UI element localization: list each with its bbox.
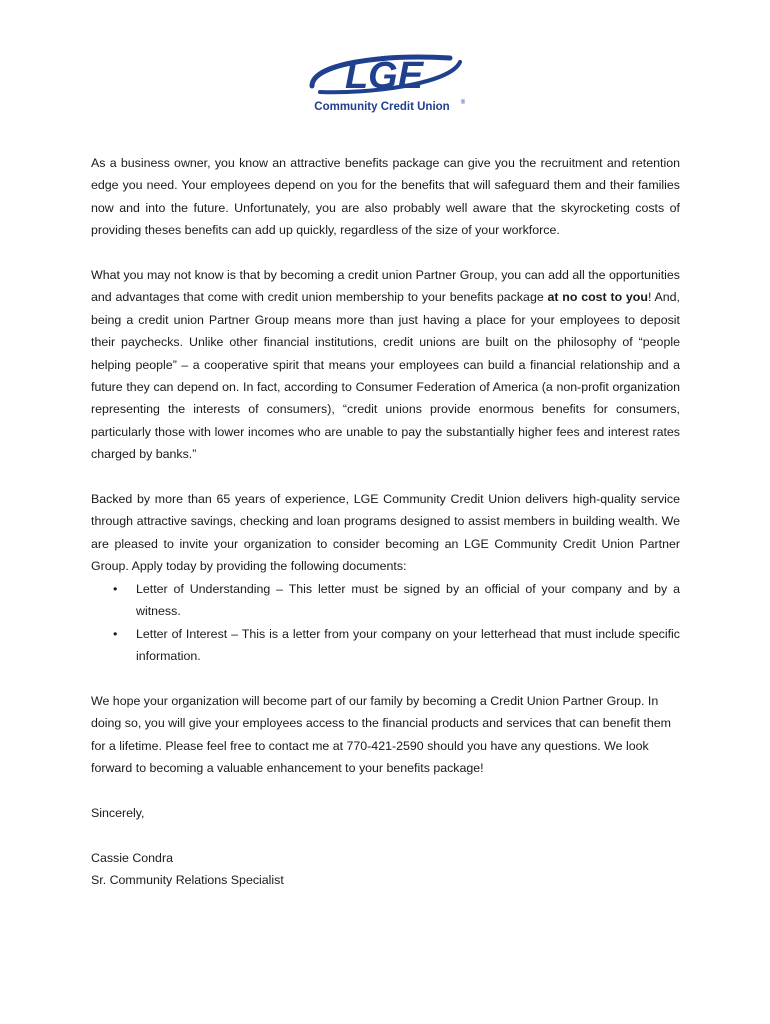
bullet-icon: • [113,626,118,641]
paragraph-partner-group-part2: ! And, being a credit union Partner Group means more than just having a place for your employees to deposit their paychecks. Unlike other financial institutions, credit unions are built on the philosophy of “people helping people” – a cooperative spirit that means your employees can build a financial relationship and a future they can depend on. In fact, according to Consumer Federation of America (a non-profit organization representing the interests of consumers), “credit unions provide enormous benefits for consumers, particularly those with lower incomes who are unable to pay the substantially higher fees and interest rates charged by banks.” [91,290,680,462]
paragraph-partner-group-part1: What you may not know is that by becoming a credit union Partner Group, you can add all the opportunities and advantages that come with credit union membership to your benefits package [91,268,680,305]
document-list [91,578,680,668]
signer-title: Sr. Community Relations Specialist [91,872,284,887]
paragraph-intro: As a business owner, you know an attractive benefits package can give you the recruitment and retention edge you need. Your employees depend on you for the benefits that will safeguard them and their families now and into the future. Unfortunately, you are also probably well aware that the skyrocketing costs of providing theses benefits can add up quickly, regardless of the size of your workforce. [91,156,680,238]
closing-salutation: Sincerely, [91,805,145,820]
paragraph-partner-group-bold: at no cost to you [547,290,648,305]
list-item-text: Letter of Understanding – This letter must be signed by an official of your company and by a witness. [136,581,680,619]
list-item [91,578,680,623]
letter-body [91,152,680,891]
paragraph-partner-group [91,264,680,466]
list-item-text: Letter of Interest – This is a letter from your company on your letterhead that must include specific information. [136,626,680,663]
logo-subtitle: Community Credit Union [314,101,450,113]
logo-registered-mark: ® [460,100,466,106]
lge-logo [300,50,472,116]
logo-wordmark: LGE [344,55,424,97]
paragraph-closing: We hope your organization will become part of our family by becoming a Credit Union Partner Group. In doing so, you will give your employees access to the financial products and services that can benefit them for a lifetime. Please feel free to contact me at 770-421-2590 should you have any questions. We look forward to becoming a valuable enhancement to your benefits package! [91,693,671,775]
list-item [91,623,680,668]
paragraph-experience: Backed by more than 65 years of experience, LGE Community Credit Union delivers high-quality service through attractive savings, checking and loan programs designed to assist members in building wealth. We are pleased to invite your organization to consider becoming an LGE Community Credit Union Partner Group. Apply today by providing the following documents: [91,492,680,574]
bullet-icon: • [113,581,118,596]
lge-logo-graphic [300,50,472,116]
signer-name: Cassie Condra [91,850,173,865]
